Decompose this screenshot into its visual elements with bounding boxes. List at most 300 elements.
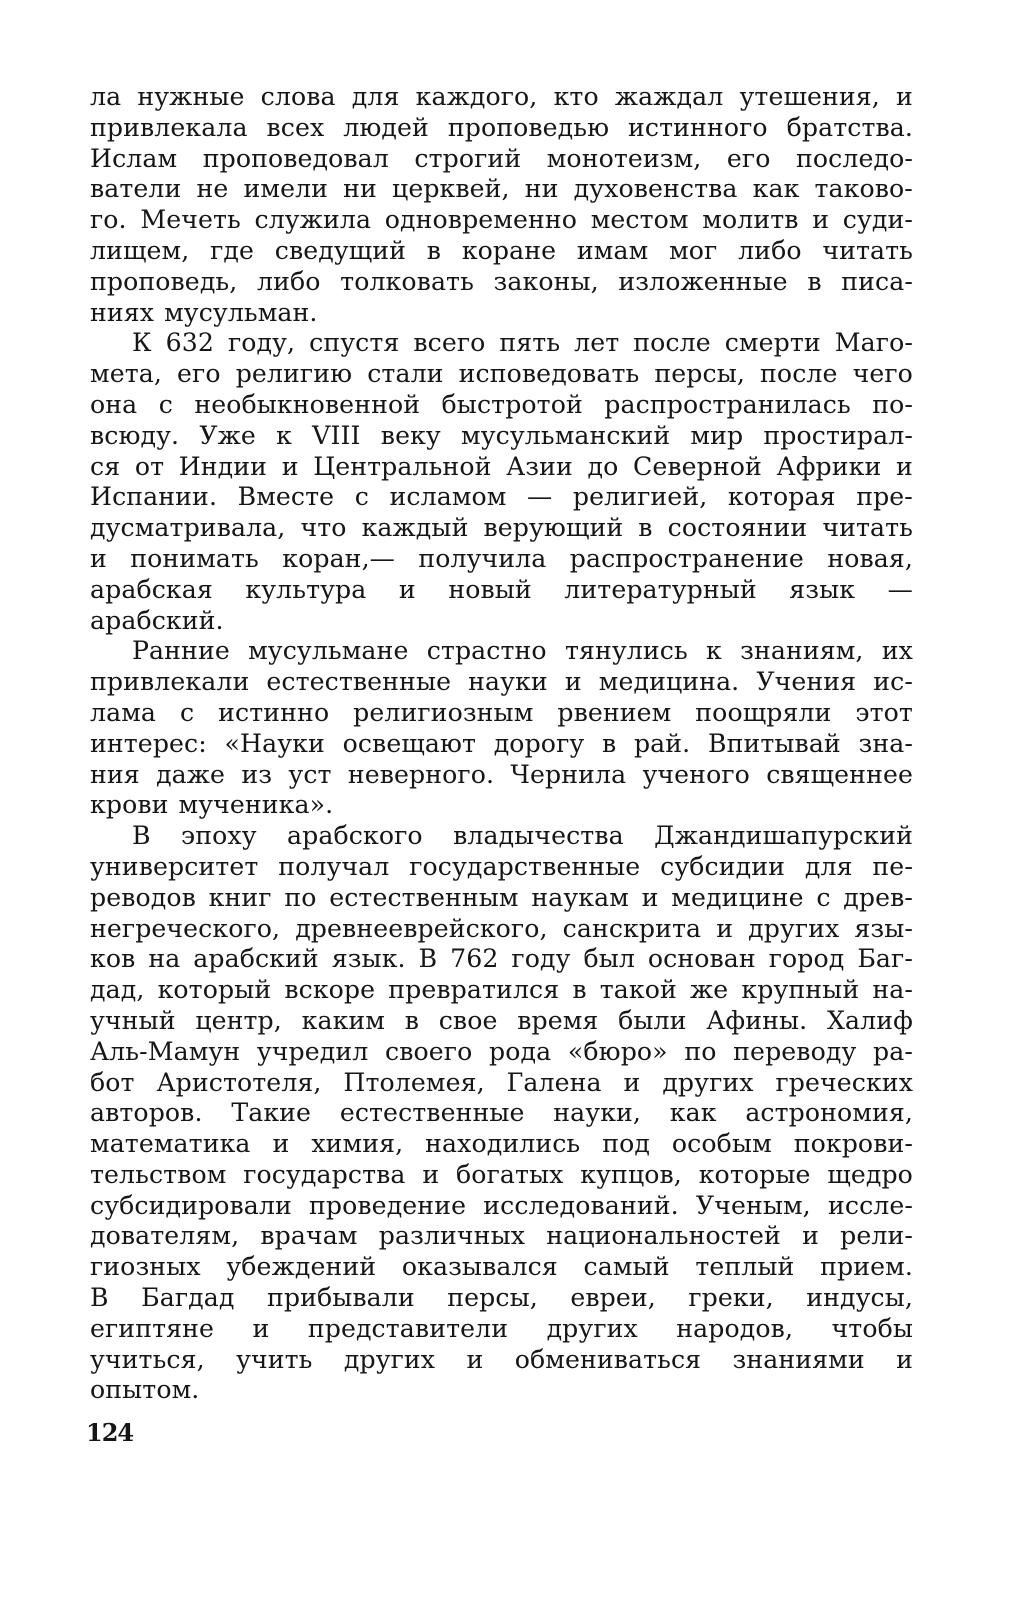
word: и (623, 1067, 641, 1097)
word: стали (367, 359, 444, 389)
text-line (90, 1345, 913, 1376)
text-line (90, 698, 913, 729)
word: Халиф (827, 1005, 913, 1035)
word: ся (90, 451, 121, 481)
text-line (90, 82, 913, 113)
word: греческих (775, 1067, 913, 1097)
word: каким (301, 1005, 385, 1035)
word: К (132, 328, 152, 358)
word: ватели (90, 174, 182, 204)
word: учиться, (90, 1344, 205, 1374)
word: кто (553, 82, 599, 111)
word: язы- (854, 913, 913, 943)
word: необыкновенной (194, 389, 421, 419)
word: даже (156, 759, 226, 789)
word: химия, (311, 1129, 404, 1159)
word: мусульманский (461, 420, 671, 450)
word: дорогу (493, 728, 585, 758)
word: чтобы (831, 1313, 913, 1343)
word: рели- (840, 1221, 913, 1251)
word: с (179, 697, 195, 727)
word: ков (90, 944, 136, 974)
word: веку (380, 420, 441, 450)
word: был (583, 944, 635, 974)
paragraph (90, 636, 913, 821)
text-line (90, 113, 913, 144)
text-line (90, 205, 913, 236)
word: мусульман. (164, 297, 318, 327)
word: мусульмане (248, 636, 409, 666)
word: — (527, 482, 553, 512)
word: всего (413, 328, 486, 358)
text-line (90, 1375, 913, 1406)
word: прием. (820, 1252, 913, 1282)
word: прибывали (266, 1283, 415, 1313)
word: освещают (342, 728, 477, 758)
word: науки, (553, 1098, 642, 1128)
word: читать (822, 235, 913, 265)
text-line (90, 267, 913, 298)
word: го. (90, 205, 127, 235)
word: каждого, (415, 82, 538, 111)
page-number: 124 (86, 1418, 134, 1447)
text-line (90, 298, 913, 329)
word: мог (669, 235, 718, 265)
word: евреи, (570, 1283, 656, 1313)
word: простирал- (763, 420, 913, 450)
word: культура (245, 574, 367, 604)
word: крови (90, 790, 169, 820)
word: истинно (218, 697, 330, 727)
word: ния (90, 759, 140, 789)
word: знаниям, (740, 636, 864, 666)
word: индусы, (806, 1283, 913, 1313)
word: иссле- (827, 1190, 913, 1220)
word: чего (852, 359, 913, 389)
word: их (881, 636, 913, 666)
word: утешения, (739, 82, 880, 111)
word: университет (90, 851, 259, 881)
text-line (90, 421, 913, 452)
word: естественным (329, 882, 519, 912)
word: в (601, 728, 617, 758)
word: опытом. (90, 1375, 200, 1405)
word: верующий (483, 513, 624, 543)
word: ис- (873, 667, 913, 697)
word: медицина. (598, 667, 740, 697)
word: Африки (776, 451, 882, 481)
word: этот (855, 697, 913, 727)
word: проведение (309, 1190, 467, 1220)
word: лет (574, 328, 620, 358)
word: нужные (137, 82, 245, 111)
word: с (816, 882, 831, 912)
word: исповедовать (458, 359, 640, 389)
word: что (300, 513, 347, 543)
word: особым (671, 1129, 772, 1159)
text-line (90, 729, 913, 760)
word: имели (243, 174, 329, 204)
word: и (564, 667, 582, 697)
word: народов, (676, 1313, 794, 1343)
word: Галена (506, 1067, 602, 1097)
word: ла (90, 82, 122, 111)
word: находились (425, 1129, 581, 1159)
word: Аристотеля, (156, 1067, 322, 1097)
word: лищем, (90, 235, 190, 265)
text-line (90, 883, 913, 914)
text-line (90, 1252, 913, 1283)
word: щедро (827, 1159, 913, 1189)
word: естественные (339, 1098, 525, 1128)
word: тельством (90, 1159, 227, 1189)
word: были (618, 1005, 687, 1035)
page-body (90, 82, 913, 1406)
word: до (587, 451, 619, 481)
text-line (90, 1221, 913, 1252)
word: купцов, (580, 1159, 682, 1189)
word: Багдад (141, 1283, 235, 1313)
text-line (90, 144, 913, 175)
word: которая (727, 482, 836, 512)
text-line (90, 174, 913, 205)
word: математика (90, 1129, 251, 1159)
word: смерти (724, 328, 821, 358)
word: время (517, 1005, 599, 1035)
word: распространилась (604, 389, 851, 419)
text-line (90, 359, 913, 390)
word: астрономия, (745, 1098, 913, 1128)
word: греки, (688, 1283, 774, 1313)
word: наукам (531, 882, 629, 912)
word: национальностей (546, 1221, 781, 1251)
word: Афины. (706, 1005, 808, 1035)
word: мир (690, 420, 744, 450)
word: монотеизм, (546, 143, 702, 173)
word: под (602, 1129, 650, 1159)
word: законы, (493, 266, 599, 296)
word: учный (90, 1005, 176, 1035)
word: последо- (796, 143, 913, 173)
word: толковать (340, 266, 474, 296)
word: других (662, 1067, 754, 1097)
word: всех (266, 112, 325, 142)
word: для (804, 851, 853, 881)
word: негреческого, (90, 913, 281, 943)
word: которые (698, 1159, 811, 1189)
word: литературный (564, 574, 757, 604)
text-line (90, 390, 913, 421)
word: страстно (426, 636, 547, 666)
word: спустя (309, 328, 400, 358)
word: пе- (872, 851, 913, 881)
word: субсидировали (90, 1190, 292, 1220)
word: покрови- (793, 1129, 913, 1159)
text-line (90, 760, 913, 791)
word: других (343, 1344, 436, 1374)
word: обмениваться (514, 1344, 702, 1374)
text-line (90, 1314, 913, 1345)
word: теплый (695, 1252, 795, 1282)
word: Впитывай (707, 728, 841, 758)
word: поощряли (695, 697, 832, 727)
word: и (896, 1344, 913, 1374)
word: Маго- (834, 328, 913, 358)
word: писа- (841, 266, 913, 296)
word: религией, (572, 482, 708, 512)
word: и (641, 882, 659, 912)
word: вскоре (284, 975, 376, 1005)
word: после (633, 328, 711, 358)
word: язык (789, 574, 856, 604)
word: учить (236, 1344, 313, 1374)
word: к (276, 420, 292, 450)
text-line (90, 852, 913, 883)
word: Птолемея, (343, 1067, 485, 1097)
word: учредил (256, 1036, 369, 1066)
word: оказывался (401, 1252, 558, 1282)
word: получила (418, 543, 547, 573)
word: религиозным (353, 697, 534, 727)
word: Баг- (857, 944, 913, 974)
word: как (752, 174, 800, 204)
word: персы, (447, 1283, 538, 1313)
text-line (90, 1160, 913, 1191)
word: дователям, (90, 1221, 240, 1251)
word: его (726, 143, 771, 173)
word: в (638, 513, 653, 543)
word: зна- (858, 728, 913, 758)
word: и (281, 451, 299, 481)
text-line (90, 1098, 913, 1129)
word: Испании. (90, 482, 218, 512)
word: на (148, 944, 181, 974)
word: проповедовал (202, 143, 389, 173)
word: строгий (414, 143, 522, 173)
word: неверного. (347, 759, 495, 789)
word: Мечеть (140, 205, 241, 235)
word: Северной (632, 451, 762, 481)
word: же (690, 975, 729, 1005)
word: братства. (786, 112, 913, 142)
text-line (90, 575, 913, 606)
word: богатых (456, 1159, 564, 1189)
word: к (706, 636, 722, 666)
word: Азии (506, 451, 573, 481)
paragraph (90, 82, 913, 328)
word: Центральной (313, 451, 492, 481)
word: и (812, 205, 830, 235)
text-line (90, 544, 913, 575)
word: церквей, (392, 174, 510, 204)
word: — (887, 574, 913, 604)
word: ниях (90, 297, 155, 327)
word: читать (822, 513, 913, 543)
word: году (511, 944, 571, 974)
word: В (90, 1283, 109, 1313)
word: каждый (361, 513, 469, 543)
word: основан (647, 944, 756, 974)
word: Чернила (510, 759, 627, 789)
word: в (404, 1005, 419, 1035)
text-line (90, 236, 913, 267)
word: и (272, 1129, 290, 1159)
word: пре- (856, 482, 913, 512)
word: по (284, 882, 317, 912)
word: местом (590, 205, 689, 235)
word: лама (90, 697, 157, 727)
word: «Науки (224, 728, 325, 758)
text-line (90, 1191, 913, 1222)
word: людей (343, 112, 429, 142)
word: 762 (450, 944, 499, 974)
word: древнееврейского, (295, 913, 548, 943)
word: египтяне (90, 1313, 214, 1343)
word: коране (461, 235, 557, 265)
word: ни (524, 174, 559, 204)
word: субсидии (660, 851, 786, 881)
word: одновременно (384, 205, 578, 235)
word: эпоху (181, 821, 257, 851)
text-line (90, 821, 913, 852)
word: знаниями (732, 1344, 865, 1374)
word: дусматривала, (90, 513, 286, 543)
word: арабская (90, 574, 213, 604)
word: привлекала (90, 112, 248, 142)
word: В (132, 821, 151, 851)
word: свое (438, 1005, 498, 1035)
word: Аль-Мамун (90, 1036, 241, 1066)
word: авторов. (90, 1098, 203, 1128)
word: и (895, 451, 913, 481)
text-line (90, 606, 913, 637)
word: тянулись (564, 636, 688, 666)
text-line (90, 1006, 913, 1037)
word: после (760, 359, 838, 389)
word: проповедь, (90, 266, 238, 296)
word: арабский (193, 944, 319, 974)
word: в (426, 235, 442, 265)
paragraph (90, 821, 913, 1406)
word: и (716, 913, 734, 943)
text-line (90, 975, 913, 1006)
word: и (252, 1313, 270, 1343)
word: для (351, 82, 400, 111)
word: ученого (642, 759, 750, 789)
word: «бюро» (567, 1036, 668, 1066)
word: по (684, 1036, 717, 1066)
text-line (90, 944, 913, 975)
word: В (418, 944, 438, 974)
word: VIII (312, 420, 361, 450)
text-line (90, 513, 913, 544)
word: Ранние (132, 636, 230, 666)
text-line (90, 1068, 913, 1099)
word: своего (385, 1036, 473, 1066)
word: медицине (671, 882, 804, 912)
word: с (354, 482, 369, 512)
word: Вместе (237, 482, 335, 512)
text-line (90, 1283, 913, 1314)
text-line (90, 790, 913, 821)
word: естественные (266, 667, 452, 697)
word: представители (307, 1313, 509, 1343)
word: превратился (388, 975, 560, 1005)
text-line (90, 452, 913, 483)
word: от (134, 451, 165, 481)
text-line (90, 1037, 913, 1068)
word: проповедью (447, 112, 610, 142)
word: арабского (287, 821, 423, 851)
word: году, (227, 328, 296, 358)
word: она (90, 389, 138, 419)
word: Ислам (90, 143, 178, 173)
text-line (90, 482, 913, 513)
word: рвением (557, 697, 672, 727)
text-line (90, 328, 913, 359)
word: центр, (195, 1005, 282, 1035)
word: всюду. (90, 420, 180, 450)
word: и (466, 1344, 484, 1374)
word: привлекали (90, 667, 250, 697)
word: книг (208, 882, 272, 912)
word: бот (90, 1067, 135, 1097)
word: истинного (628, 112, 768, 142)
word: других (748, 913, 840, 943)
word: древ- (843, 882, 913, 912)
word: где (210, 235, 254, 265)
word: из (241, 759, 273, 789)
word: и (90, 543, 107, 573)
word: слова (260, 82, 336, 111)
word: не (196, 174, 229, 204)
paragraph (90, 328, 913, 636)
word: по- (872, 389, 913, 419)
word: религию (235, 359, 353, 389)
word: на- (872, 975, 913, 1005)
word: гиозных (90, 1252, 201, 1282)
word: который (157, 975, 272, 1005)
word: либо (256, 266, 321, 296)
word: реводов (90, 882, 196, 912)
word: мета, (90, 359, 162, 389)
word: Джандишапурский (654, 821, 913, 851)
word: суди- (842, 205, 913, 235)
text-line (90, 914, 913, 945)
word: Такие (231, 1098, 312, 1128)
word: язык. (331, 944, 406, 974)
word: врачам (260, 1221, 358, 1251)
word: сведущий (274, 235, 407, 265)
word: убеждений (226, 1252, 377, 1282)
word: Индии (178, 451, 268, 481)
word: владычества (453, 821, 624, 851)
word: уст (288, 759, 332, 789)
word: персы, (654, 359, 745, 389)
word: изложенные (618, 266, 788, 296)
word: имам (576, 235, 649, 265)
word: и (398, 574, 416, 604)
word: его (177, 359, 221, 389)
word: быстротой (441, 389, 583, 419)
word: мученика». (178, 790, 334, 820)
word: рода (489, 1036, 552, 1066)
word: и (896, 82, 913, 111)
word: исламом (389, 482, 507, 512)
word: город (768, 944, 845, 974)
word: с (158, 389, 173, 419)
word: как (669, 1098, 717, 1128)
